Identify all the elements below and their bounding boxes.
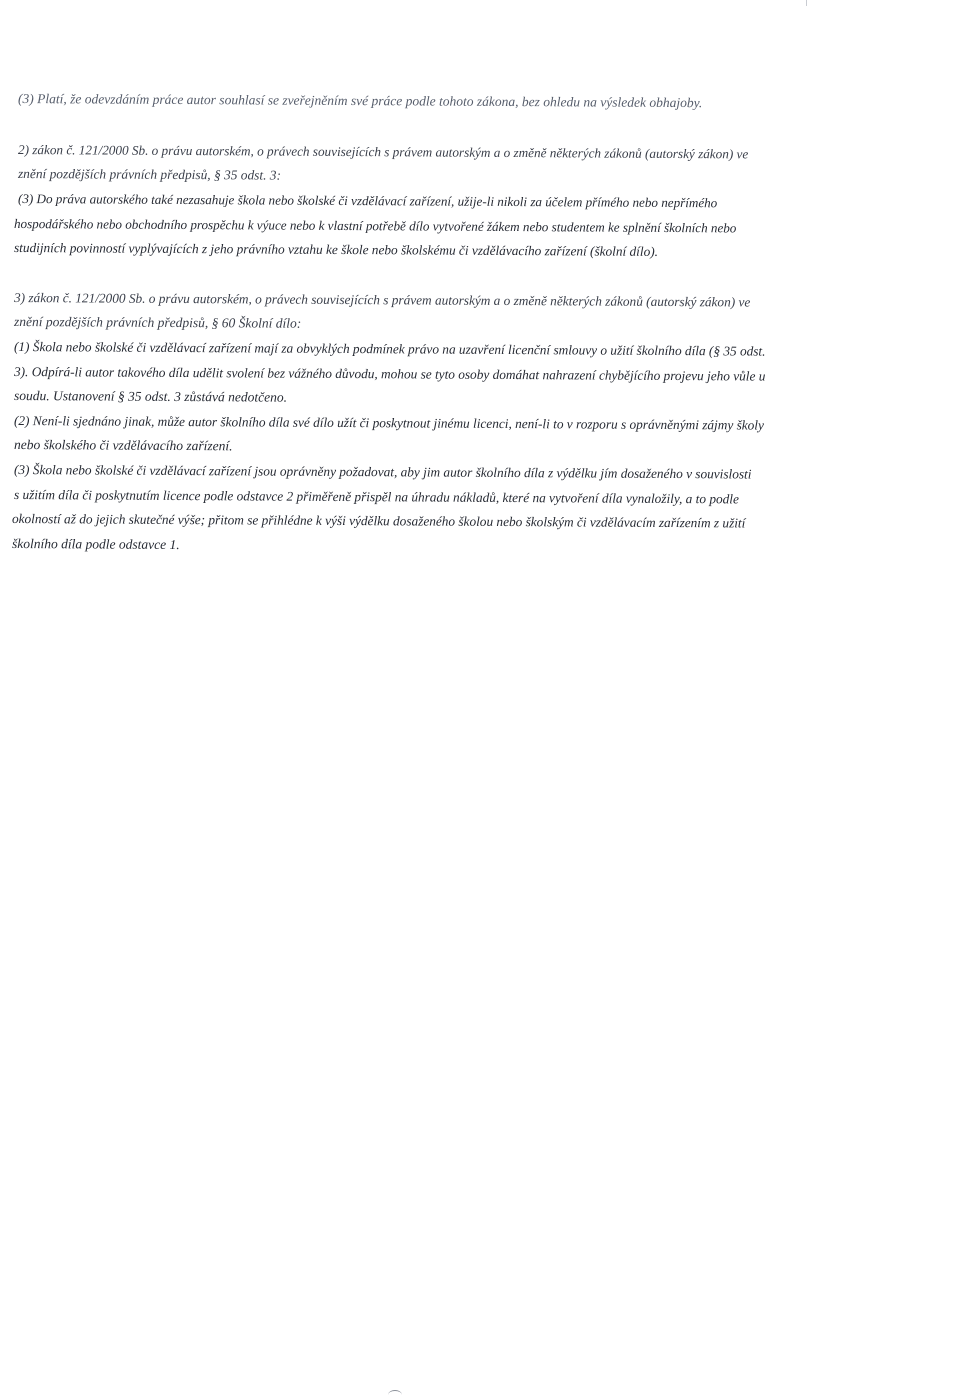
footnote-3-line-2: znění pozdějších právních předpisů, § 60 Školní dílo: [13, 314, 302, 331]
paragraph-1-line-3: soudu. Ustanovení § 35 odst. 3 zůstává nedotčeno. [13, 388, 288, 405]
paragraph-3-line-2: s užitím díla či poskytnutím licence podle odstavce 2 přiměřeně přispěl na úhradu nákladů, které na vytvoření díla vynaložily, a to podle [13, 487, 739, 507]
paragraph-1-line-2: 3). Odpírá-li autor takového díla udělit svolení bez vážného důvodu, mohou se tyto osoby domáhat nahrazení chybějícího projevu jeho vůle u [13, 364, 766, 384]
scan-artifact [806, 0, 807, 6]
paragraph-2-line-2: nebo školského či vzdělávacího zařízení. [13, 437, 233, 454]
paragraph-1-line-1: (1) Škola nebo školské či vzdělávací zařízení mají za obvyklých podmínek právo na uzavření licenční smlouvy o užití školního díla (§ 35 odst. [13, 339, 766, 359]
footnote-2-para-line-3: studijních povinností vyplývajících z jeho právního vztahu ke škole nebo školskému či vzdělávacího zařízení (školní dílo). [13, 240, 659, 259]
footnote-2-para-line-1: (3) Do práva autorského také nezasahuje škola nebo školské či vzdělávací zařízení, užije-li nikoli za účelem přímého nebo nepřímého [17, 191, 718, 211]
paragraph-2-line-1: (2) Není-li sjednáno jinak, může autor školního díla své dílo užít či poskytnout jinému licenci, není-li to v rozporu s oprávněnými zájmy školy [13, 413, 764, 433]
paragraph-3-line-1: (3) Škola nebo školské či vzdělávací zařízení jsou oprávněny požadovat, aby jim autor školního díla z výdělku jím dosaženého v souvislosti [13, 462, 752, 482]
footnote-2-line-2: znění pozdějších právních předpisů, § 35 odst. 3: [17, 166, 282, 183]
footnote-2-line-1: 2) zákon č. 121/2000 Sb. o právu autorském, o právech souvisejících s právem autorským a o změně některých zákonů (autorský zákon) ve [17, 142, 749, 162]
footnote-2-para-line-2: hospodářského nebo obchodního prospěchu k výuce nebo k vlastní potřebě dílo vytvořené žákem nebo studentem ke splnění školních nebo [13, 216, 737, 236]
paragraph-3-line-4: školního díla podle odstavce 1. [11, 536, 180, 553]
paragraph-3-line-3: okolností až do jejich skutečné výše; přitom se přihlédne k výši výdělku dosaženého školou nebo školským či vzdělávacím zařízením z užití [11, 511, 746, 531]
footnote-3-line-1: 3) zákon č. 121/2000 Sb. o právu autorském, o právech souvisejících s právem autorským a o změně některých zákonů (autorský zákon) ve [13, 290, 751, 310]
note-3-line-1: (3) Platí, že odevzdáním práce autor souhlasí se zveřejněním své práce podle tohoto zákona, bez ohledu na výsledek obhajoby. [17, 91, 703, 111]
